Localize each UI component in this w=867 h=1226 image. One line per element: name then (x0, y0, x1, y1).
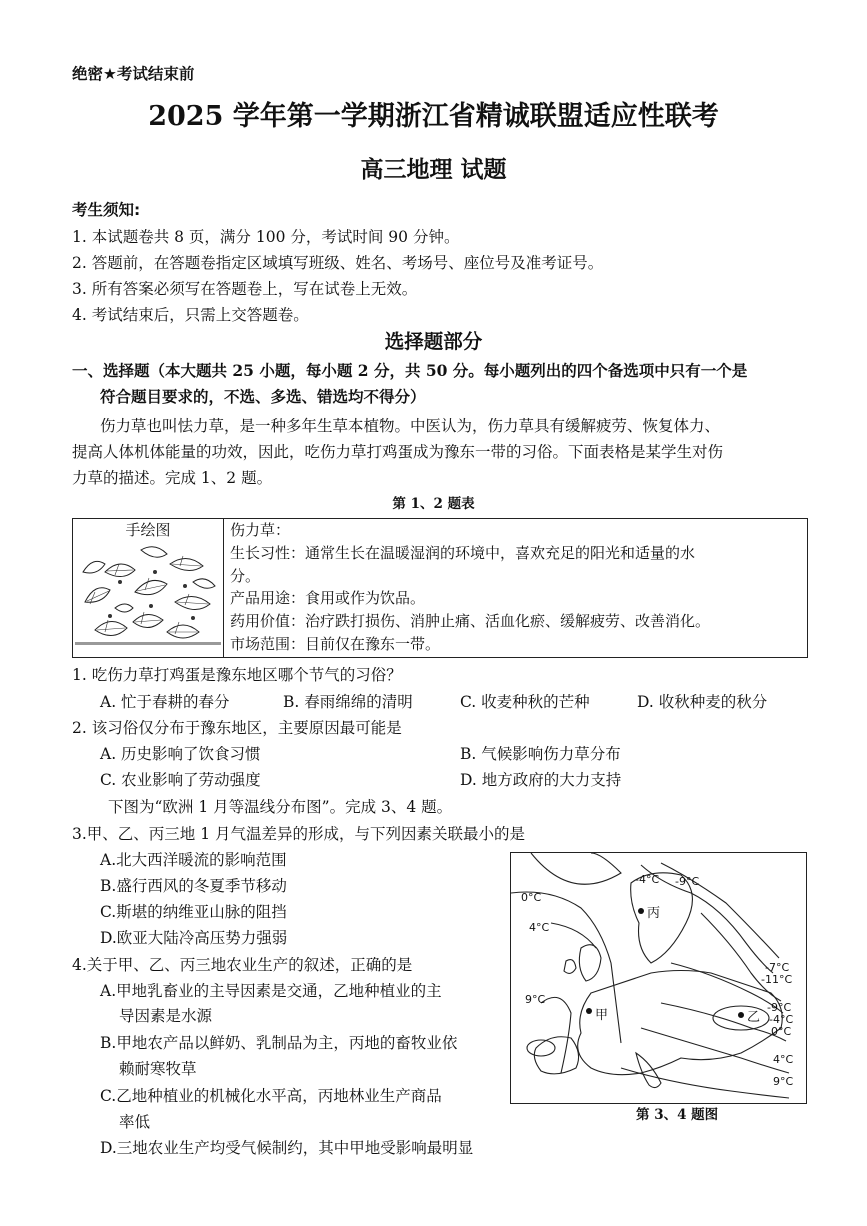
section-title: 选择题部分 (384, 330, 483, 353)
label-0c-e: 0°C (771, 1025, 792, 1038)
label-bing: 丙 (647, 906, 661, 921)
passage-line: 力草的描述。完成 1、2 题。 (72, 469, 273, 487)
table-caption: 第 1、2 题表 (392, 496, 475, 512)
question-1-stem: 1. 吃伤力草打鸡蛋是豫东地区哪个节气的习俗？ (72, 666, 402, 684)
label-m9c-e: -9°C (767, 1001, 792, 1014)
label-yi: 乙 (747, 1010, 761, 1025)
label-jia: 甲 (595, 1008, 609, 1023)
herb-image-label: 手绘图 (125, 521, 171, 539)
q3-option-b: B.盛行西风的冬夏季节移动 (100, 877, 287, 895)
exam-subtitle: 高三地理 试题 (360, 156, 507, 183)
herb-row: 药用价值：治疗跌打损伤、消肿止痛、活血化瘀、缓解疲劳、改善消化。 (230, 612, 711, 631)
passage-line: 提高人体机体能量的功效，因此，吃伤力草打鸡蛋成为豫东一带的习俗。下面表格是某学生对伤 (72, 443, 724, 461)
q2-option-b: B. 气候影响伤力草分布 (460, 745, 621, 763)
point-yi (738, 1012, 744, 1018)
q1-option-a: A. 忙于春耕的春分 (100, 693, 230, 711)
q2-option-d: D. 地方政府的大力支持 (460, 771, 622, 789)
confidential-mark: 绝密★考试结束前 (72, 65, 195, 83)
notice-heading: 考生须知: (72, 201, 141, 219)
label-m4c-e: -4°C (769, 1013, 794, 1026)
label-m11c-e: -11°C (761, 973, 793, 986)
label-m9c-n: -9°C (675, 875, 700, 888)
q1-option-c: C. 收麦种秋的芒种 (460, 693, 590, 711)
label-0c-nw: 0°C (521, 891, 542, 904)
herb-row: 分。 (230, 566, 261, 585)
q1-option-d: D. 收秋种麦的秋分 (637, 693, 768, 711)
q4-option-c-cont: 率低 (119, 1113, 151, 1131)
q3-option-c: C.斯堪的纳维亚山脉的阻挡 (100, 903, 287, 921)
map-caption: 第 3、4 题图 (636, 1107, 719, 1123)
question-3-stem: 3.甲、乙、丙三地 1 月气温差异的形成，与下列因素关联最小的是 (72, 825, 526, 843)
point-bing (638, 908, 644, 914)
herb-description-cell (224, 519, 808, 658)
q4-option-b: B.甲地农产品以鲜奶、乳制品为主，丙地的畜牧业依 (100, 1034, 458, 1052)
q4-option-d: D.三地农业生产均受气候制约，其中甲地受影响最明显 (100, 1139, 474, 1157)
point-jia (586, 1008, 592, 1014)
label-9c-se: 9°C (773, 1075, 794, 1088)
q1-option-b: B. 春雨绵绵的清明 (283, 693, 413, 711)
q3-option-d: D.欧亚大陆冷高压势力强弱 (100, 929, 288, 947)
label-4c-se: 4°C (773, 1053, 794, 1066)
label-m7c-e: -7°C (765, 961, 790, 974)
question-2-stem: 2. 该习俗仅分布于豫东地区，主要原因最可能是 (72, 719, 402, 737)
passage-2: 下图为“欧洲 1 月等温线分布图”。完成 3、4 题。 (108, 798, 453, 816)
q3-option-a: A.北大西洋暖流的影响范围 (100, 851, 287, 869)
isotherm-map-svg (511, 853, 806, 1103)
notice-item: 3. 所有答案必须写在答题卷上，写在试卷上无效。 (72, 280, 418, 298)
q4-option-b-cont: 赖耐寒牧草 (119, 1060, 197, 1078)
notice-item: 4. 考试结束后，只需上交答题卷。 (72, 306, 309, 324)
exam-title: 2025 学年第一学期浙江省精诚联盟适应性联考 (148, 101, 719, 132)
notice-item: 2. 答题前，在答题卷指定区域填写班级、姓名、考场号、座位号及准考证号。 (72, 254, 604, 272)
herb-table (72, 518, 808, 658)
label-m4c-n: -4°C (635, 873, 660, 886)
label-4c-w: 4°C (529, 921, 550, 934)
herb-image-cell (73, 519, 224, 658)
q2-option-a: A. 历史影响了饮食习惯 (100, 745, 261, 763)
herb-sketch-icon (75, 542, 221, 650)
notice-item: 1. 本试题卷共 8 页，满分 100 分，考试时间 90 分钟。 (72, 228, 460, 246)
passage-line: 伤力草也叫怯力草，是一种多年生草本植物。中医认为，伤力草具有缓解疲劳、恢复体力、 (100, 417, 721, 435)
herb-row: 产品用途：食用或作为饮品。 (230, 589, 426, 608)
herb-row: 生长习性：通常生长在温暖湿润的环境中，喜欢充足的阳光和适量的水 (230, 543, 696, 562)
q4-option-a-cont: 导因素是水源 (119, 1007, 213, 1025)
question-4-stem: 4.关于甲、乙、丙三地农业生产的叙述，正确的是 (72, 956, 413, 974)
section-instruction-cont: 符合题目要求的，不选、多选、错选均不得分） (100, 387, 426, 406)
herb-row: 市场范围：目前仅在豫东一带。 (230, 634, 441, 653)
europe-isotherm-map (510, 852, 807, 1104)
label-9c-w: 9°C (525, 993, 546, 1006)
herb-row: 伤力草： (230, 521, 291, 539)
q2-option-c: C. 农业影响了劳动强度 (100, 771, 261, 789)
q4-option-c: C.乙地种植业的机械化水平高，丙地林业生产商品 (100, 1087, 442, 1105)
section-instruction: 一、选择题（本大题共 25 小题，每小题 2 分，共 50 分。每小题列出的四个备选项中只有一个是 (72, 361, 748, 380)
q4-option-a: A.甲地乳畜业的主导因素是交通，乙地种植业的主 (100, 982, 442, 1000)
